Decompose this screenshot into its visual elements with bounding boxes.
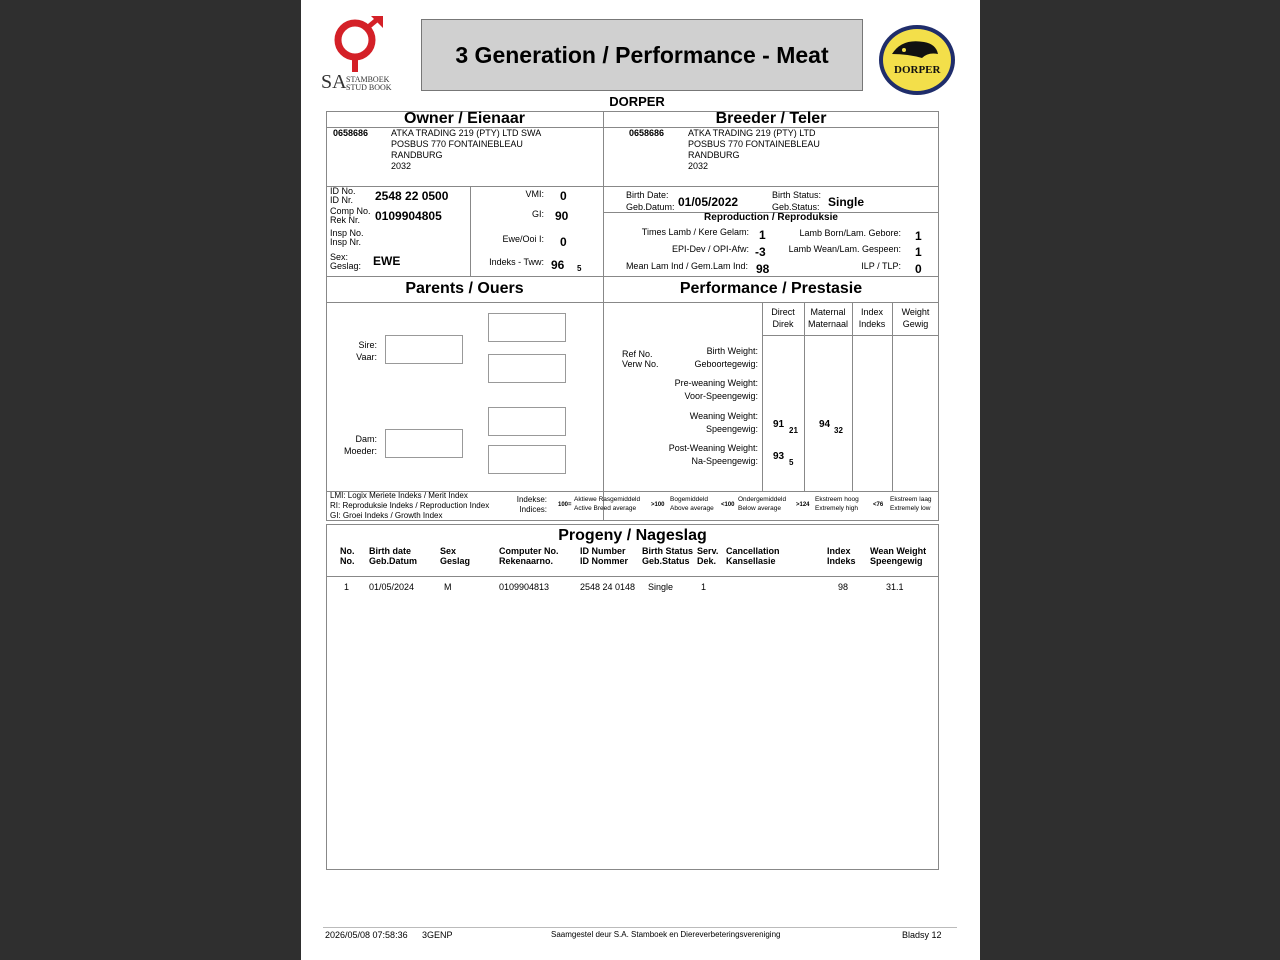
sire-sire-box	[488, 313, 566, 342]
logo-stamboek-text: STAMBOEK	[346, 75, 390, 84]
progeny-col-birth-date: Birth date Geb.Datum	[369, 546, 418, 566]
breeder-code: 0658686	[629, 128, 665, 138]
perf-col-index: Index Indeks	[858, 307, 886, 329]
perf-row-post-weaning: Post-Weaning Weight: Na-Speengewig:	[668, 443, 758, 466]
times-lamb-value: 1	[759, 228, 766, 242]
reproduction-heading: Reproduction / Reproduksie	[704, 212, 838, 223]
progeny-heading: Progeny / Nageslag	[558, 527, 707, 544]
progeny-col-sex: Sex Geslag	[440, 546, 471, 566]
progeny-col-cancellation: Cancellation Kansellasie	[726, 546, 780, 566]
progeny-col-index: Index Indeks	[827, 546, 856, 566]
breed-name: DORPER	[609, 94, 665, 109]
dorper-sheep-emblem-icon	[878, 24, 956, 96]
weaning-maternal-value: 94	[819, 419, 831, 430]
weaning-direct-value: 91	[773, 419, 785, 430]
comp-number-value: 0109904805	[375, 209, 442, 223]
breeder-heading: Breeder / Teler	[715, 110, 827, 127]
owner-address: ATKA TRADING 219 (PTY) LTD SWA POSBUS 770 FONTAINEBLEAU RANDBURG 2032	[391, 128, 542, 171]
sire-dam-box	[488, 354, 566, 383]
dam-dam-box	[488, 445, 566, 474]
document-page: SA STAMBOEK STUD BOOK 3 Generation / Performance - Meat DORPER DORPER Owner / Eienaar Breeder / Teler 0658686 ATKA TRADING 219 (PTY) LTD SWA POSBUS 770 FONTAINEBLEAU RANDBURG 2032 0658686 ATKA TRADING 219 (PTY) LTD POSBUS 770 FONTAINEBLEAU RANDBURG 2032 ID No. ID Nr. 2548 22 0500 Comp No. Rek Nr. 0109904805 Insp No. Insp Nr. Sex: Geslag: EWE VMI: 0 GI: 90 Ewe/Ooi I: 0 Indeks - Tww: 96 5 Birth Date: Geb.Datum: 01/05/2022 Birth Status: Geb.Status: Single Reproduction / Reproduksie Times Lamb / Kere Gelam: 1 EPI-Dev / OPI-Afw: -3 Mean Lam Ind / Gem.Lam Ind: 98 Lamb Born/Lam. Gebore: 1 Lamb Wean/Lam. Gespeen: 1 ILP / TLP: 0 Parents / Ouers Performance / Prestasie Sire: Vaar: Dam: Moeder: Direct Direk Maternal Maternaal Index Indeks Weight Gewig Ref No. Verw No. Birth Weight: Geboortegewig: Pre-weaning Weight: Voor-Speengewig: Weaning Weight: Speengewig: Post-Weaning Weight: Na-Speengewig: 91 21 94 32 93 5 LMI: Logix Meriete Indeks / Merit Index RI: Reproduksie Indeks / Reproduction Index GI: Groei Indeks / Growth Index Indekse: Indices: 100= Aktiewe Rasgemiddeld Active Breed average >100 Bogemiddeld Above average <100 Ondergemiddeld Below average >124 Ekstreem hoog Extremely high <76 Ekstreem laag Extremely low Progeny / Nageslag No. No. Birth date Geb.Datum Sex Geslag Computer No. Rekenaarno. ID Number ID Nommer Birth Status Geb.Status Serv. Dek. Cancellation Kansellasie Index Indeks Wean Weight Speengewig 1 01/05/2024 M 0109904813 2548 24 0148 Single 1 98 31.1 2026/05/08 07:58:36 3GENP Saamgestel deur S.A. Stamboek en Diereverbeteringsvereniging Bladsy 12	[301, 0, 980, 960]
id-number-value: 2548 22 0500	[375, 189, 449, 203]
perf-col-weight: Weight Gewig	[901, 307, 930, 329]
title-box	[421, 19, 863, 91]
sire-box	[385, 335, 463, 364]
logo-studbook-text: STUD BOOK	[346, 83, 392, 92]
lamb-born-value: 1	[915, 229, 922, 243]
footer-report-code: 3GENP	[422, 930, 453, 940]
dam-box	[385, 429, 463, 458]
dam-sire-box	[488, 407, 566, 436]
post-weaning-direct-value: 93	[773, 451, 785, 462]
perf-col-maternal: Maternal Maternaal	[807, 307, 849, 329]
parents-heading: Parents / Ouers	[405, 280, 524, 297]
dorper-logo	[878, 24, 956, 96]
progeny-col-birth-status: Birth Status Geb.Status	[642, 546, 694, 566]
progeny-col-computer-no: Computer No. Rekenaarno.	[499, 546, 559, 566]
footer-timestamp: 2026/05/08 07:58:36	[325, 930, 408, 940]
ref-number-label: Ref No. Verw No.	[622, 349, 659, 369]
tww-index-value: 96	[551, 258, 565, 272]
birth-status-value: Single	[828, 195, 865, 209]
footer-compiled-by: Saamgestel deur S.A. Stamboek en Diereverbeteringsvereniging	[551, 930, 781, 939]
ewe-index-value: 0	[560, 235, 567, 249]
footer-page-number: Bladsy 12	[902, 930, 942, 940]
sex-value: EWE	[373, 254, 401, 268]
ilp-value: 0	[915, 262, 922, 276]
page-title: 3 Generation / Performance - Meat	[455, 41, 829, 68]
progeny-col-id-number: ID Number ID Nommer	[580, 546, 629, 566]
birth-date-value: 01/05/2022	[678, 195, 739, 209]
progeny-col-serv: Serv. Dek.	[697, 546, 719, 566]
progeny-col-no: No. No.	[340, 546, 355, 566]
logo-sa-text: SA	[321, 71, 347, 93]
mean-lamb-index-value: 98	[756, 262, 770, 276]
perf-row-pre-weaning: Pre-weaning Weight: Voor-Speengewig:	[674, 378, 758, 401]
lamb-wean-value: 1	[915, 245, 922, 259]
legend-index-names: LMI: Logix Meriete Indeks / Merit Index RI: Reproduksie Indeks / Reproduction Index GI: Groei Indeks / Growth Index	[330, 491, 490, 520]
perf-row-weaning: Weaning Weight: Speengewig:	[689, 411, 758, 434]
gi-value: 90	[555, 209, 569, 223]
epi-value: -3	[755, 245, 766, 259]
owner-heading: Owner / Eienaar	[404, 110, 525, 127]
owner-code: 0658686	[333, 128, 369, 138]
progeny-col-wean-weight: Wean Weight Speengewig	[870, 546, 927, 566]
breeder-address: ATKA TRADING 219 (PTY) LTD POSBUS 770 FONTAINEBLEAU RANDBURG 2032	[688, 128, 820, 171]
performance-heading: Performance / Prestasie	[679, 280, 863, 297]
perf-row-birth-weight: Birth Weight: Geboortegewig:	[694, 346, 758, 369]
sa-gender-symbol-icon	[331, 16, 387, 72]
dorper-logo-text: DORPER	[894, 64, 941, 76]
sa-studbook-logo	[321, 16, 401, 92]
vmi-value: 0	[560, 189, 567, 203]
perf-col-direct: Direct Direk	[771, 307, 795, 329]
